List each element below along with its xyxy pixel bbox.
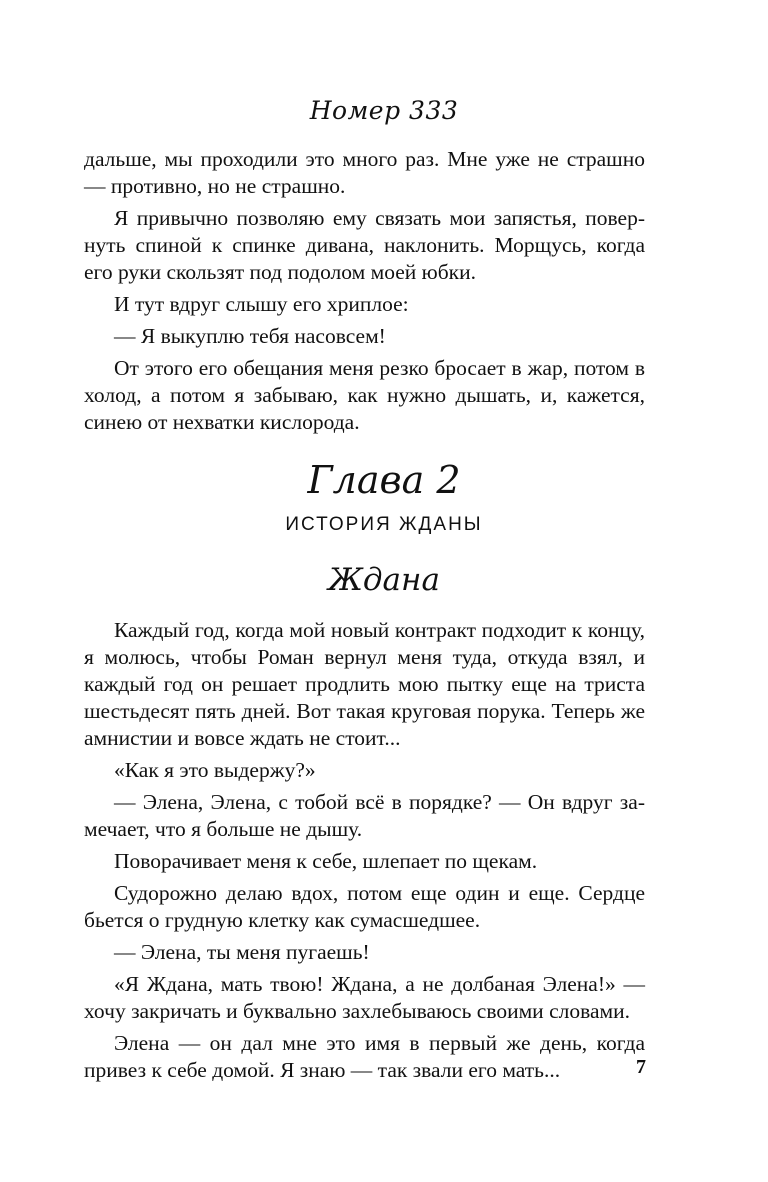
body-text-top: [84, 146, 645, 436]
chapter-subtitle: ИСТОРИЯ ЖДАНЫ: [285, 514, 483, 535]
page-number: 7: [636, 1056, 646, 1078]
paragraph: — Элена, ты меня пугаешь!: [114, 940, 370, 964]
paragraph: И тут вдруг слышу его хриплое:: [114, 292, 409, 316]
paragraph: «Я Ждана, мать твою! Ждана, а не долбаная Элена!» — хочу закричать и буквально захлебываюсь своими словами.: [84, 972, 645, 1023]
paragraph: От этого его обещания меня резко бросает в жар, потом в холод, а потом я забываю, как нужно дышать, и, кажется, синею от нехватки кислорода.: [84, 356, 645, 434]
body-text-bottom: [84, 617, 645, 1084]
paragraph: — Я выкуплю тебя насовсем!: [114, 324, 386, 348]
section-title: Ждана: [328, 562, 440, 598]
paragraph: Элена — он дал мне это имя в первый же день, когда привез к себе домой. Я знаю — так звали его мать...: [84, 1031, 645, 1082]
paragraph: — Элена, Элена, с тобой всё в порядке? — Он вдруг замечает, что я больше не дышу.: [84, 790, 645, 841]
paragraph: «Как я это выдержу?»: [114, 758, 316, 782]
paragraph: Каждый год, когда мой новый контракт подходит к концу, я молюсь, чтобы Роман вернул меня туда, откуда взял, и каждый год он решает продлить мою пытку еще на триста шестьдесят пять дней. Вот такая круговая порука. Теперь же амнистии и вовсе ждать не стоит...: [84, 618, 645, 750]
paragraph: Судорожно делаю вдох, потом еще один и еще. Сердце бьется о грудную клетку как сумасшедшее.: [84, 881, 645, 932]
paragraph: дальше, мы проходили это много раз. Мне уже не страшно — противно, но не страшно.: [84, 147, 645, 198]
paragraph: Я привычно позволяю ему связать мои запястья, повернуть спиной к спинке дивана, наклонить. Морщусь, когда его руки скользят под подолом моей юбки.: [84, 206, 645, 284]
running-head: Номер 333: [309, 96, 459, 125]
chapter-title: Глава 2: [307, 458, 461, 502]
paragraph: Поворачивает меня к себе, шлепает по щекам.: [114, 849, 538, 873]
